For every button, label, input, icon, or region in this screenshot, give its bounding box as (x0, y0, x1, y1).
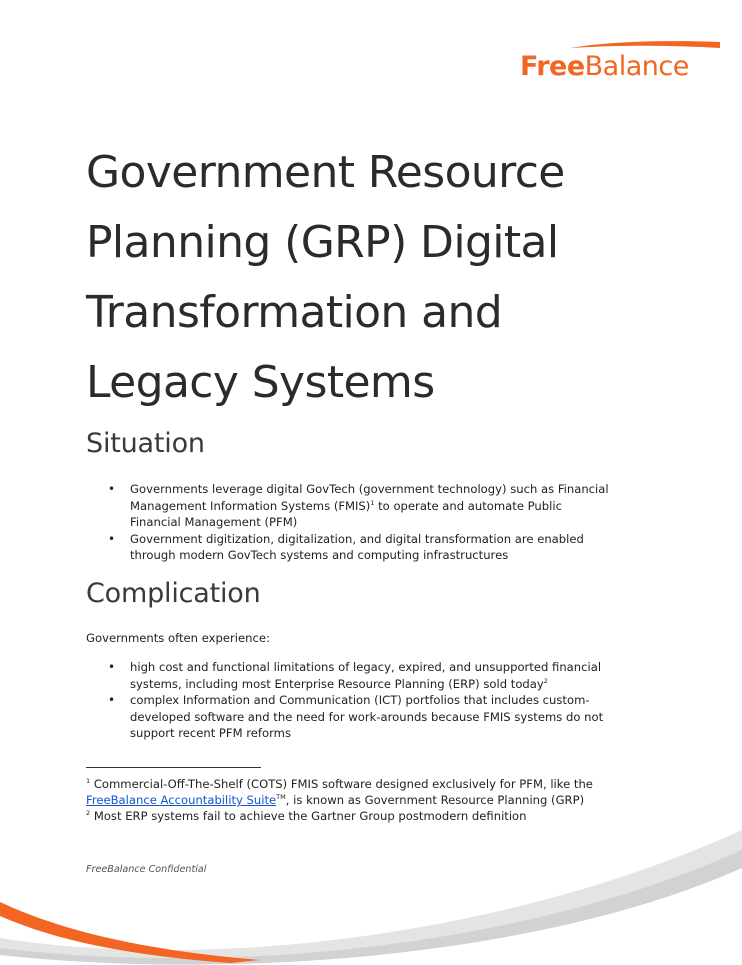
footnote-ref: 1 (370, 498, 375, 507)
logo-registered-mark: ® (696, 42, 702, 49)
bullet-text: complex Information and Communication (ICT) portfolios that includes custom-developed software and the need for work-arounds because FMIS systems do not support recent PFM reforms (130, 693, 604, 740)
bottom-swoosh-art (0, 820, 742, 965)
list-item (105, 692, 615, 742)
list-item (105, 659, 615, 692)
title-line-4: Legacy Systems (86, 357, 435, 408)
footnote-1 (86, 776, 646, 808)
freebalance-logo (520, 40, 710, 85)
title-line-1: Government Resource (86, 147, 565, 198)
document-title (86, 138, 646, 418)
situation-list (105, 481, 615, 564)
confidential-label: FreeBalance Confidential (86, 864, 207, 875)
bullet-text: Governments leverage digital GovTech (government technology) such as Financial Management Information Systems (FMIS) (130, 482, 609, 513)
complication-heading: Complication (86, 578, 261, 609)
footnote-number: 1 (86, 777, 91, 786)
footnote-number: 2 (86, 809, 91, 818)
logo-balance: Balance (584, 51, 689, 82)
footnote-ref: 2 (543, 676, 548, 685)
footnote-text: Most ERP systems fail to achieve the Gartner Group postmodern definition (90, 809, 527, 823)
footnote-divider (86, 767, 261, 768)
list-item (105, 531, 615, 564)
situation-heading: Situation (86, 428, 205, 459)
bullet-text: Government digitization, digitalization, and digital transformation are enabled through modern GovTech systems and computing infrastructures (130, 531, 584, 562)
complication-list (105, 659, 615, 742)
freebalance-suite-link[interactable]: FreeBalance Accountability Suite (86, 793, 277, 807)
footnotes (86, 776, 646, 824)
title-line-3: Transformation and (86, 287, 503, 338)
title-line-2: Planning (GRP) Digital (86, 217, 559, 268)
logo-wordmark (520, 52, 689, 82)
list-item (105, 481, 615, 531)
bullet-text: to operate and automate Public Financial Management (PFM) (130, 498, 562, 529)
footnote-text: , is known as Government Resource Planning (GRP) (285, 793, 585, 807)
bullet-text: high cost and functional limitations of legacy, expired, and unsupported financial systems, including most Enterprise Resource Planning (ERP) sold today (130, 660, 602, 691)
footnote-text: Commercial-Off-The-Shelf (COTS) FMIS software designed exclusively for PFM, like the (90, 777, 593, 791)
complication-intro: Governments often experience: (86, 631, 270, 645)
trademark-mark: TM (276, 793, 286, 802)
logo-free: Free (520, 51, 585, 82)
